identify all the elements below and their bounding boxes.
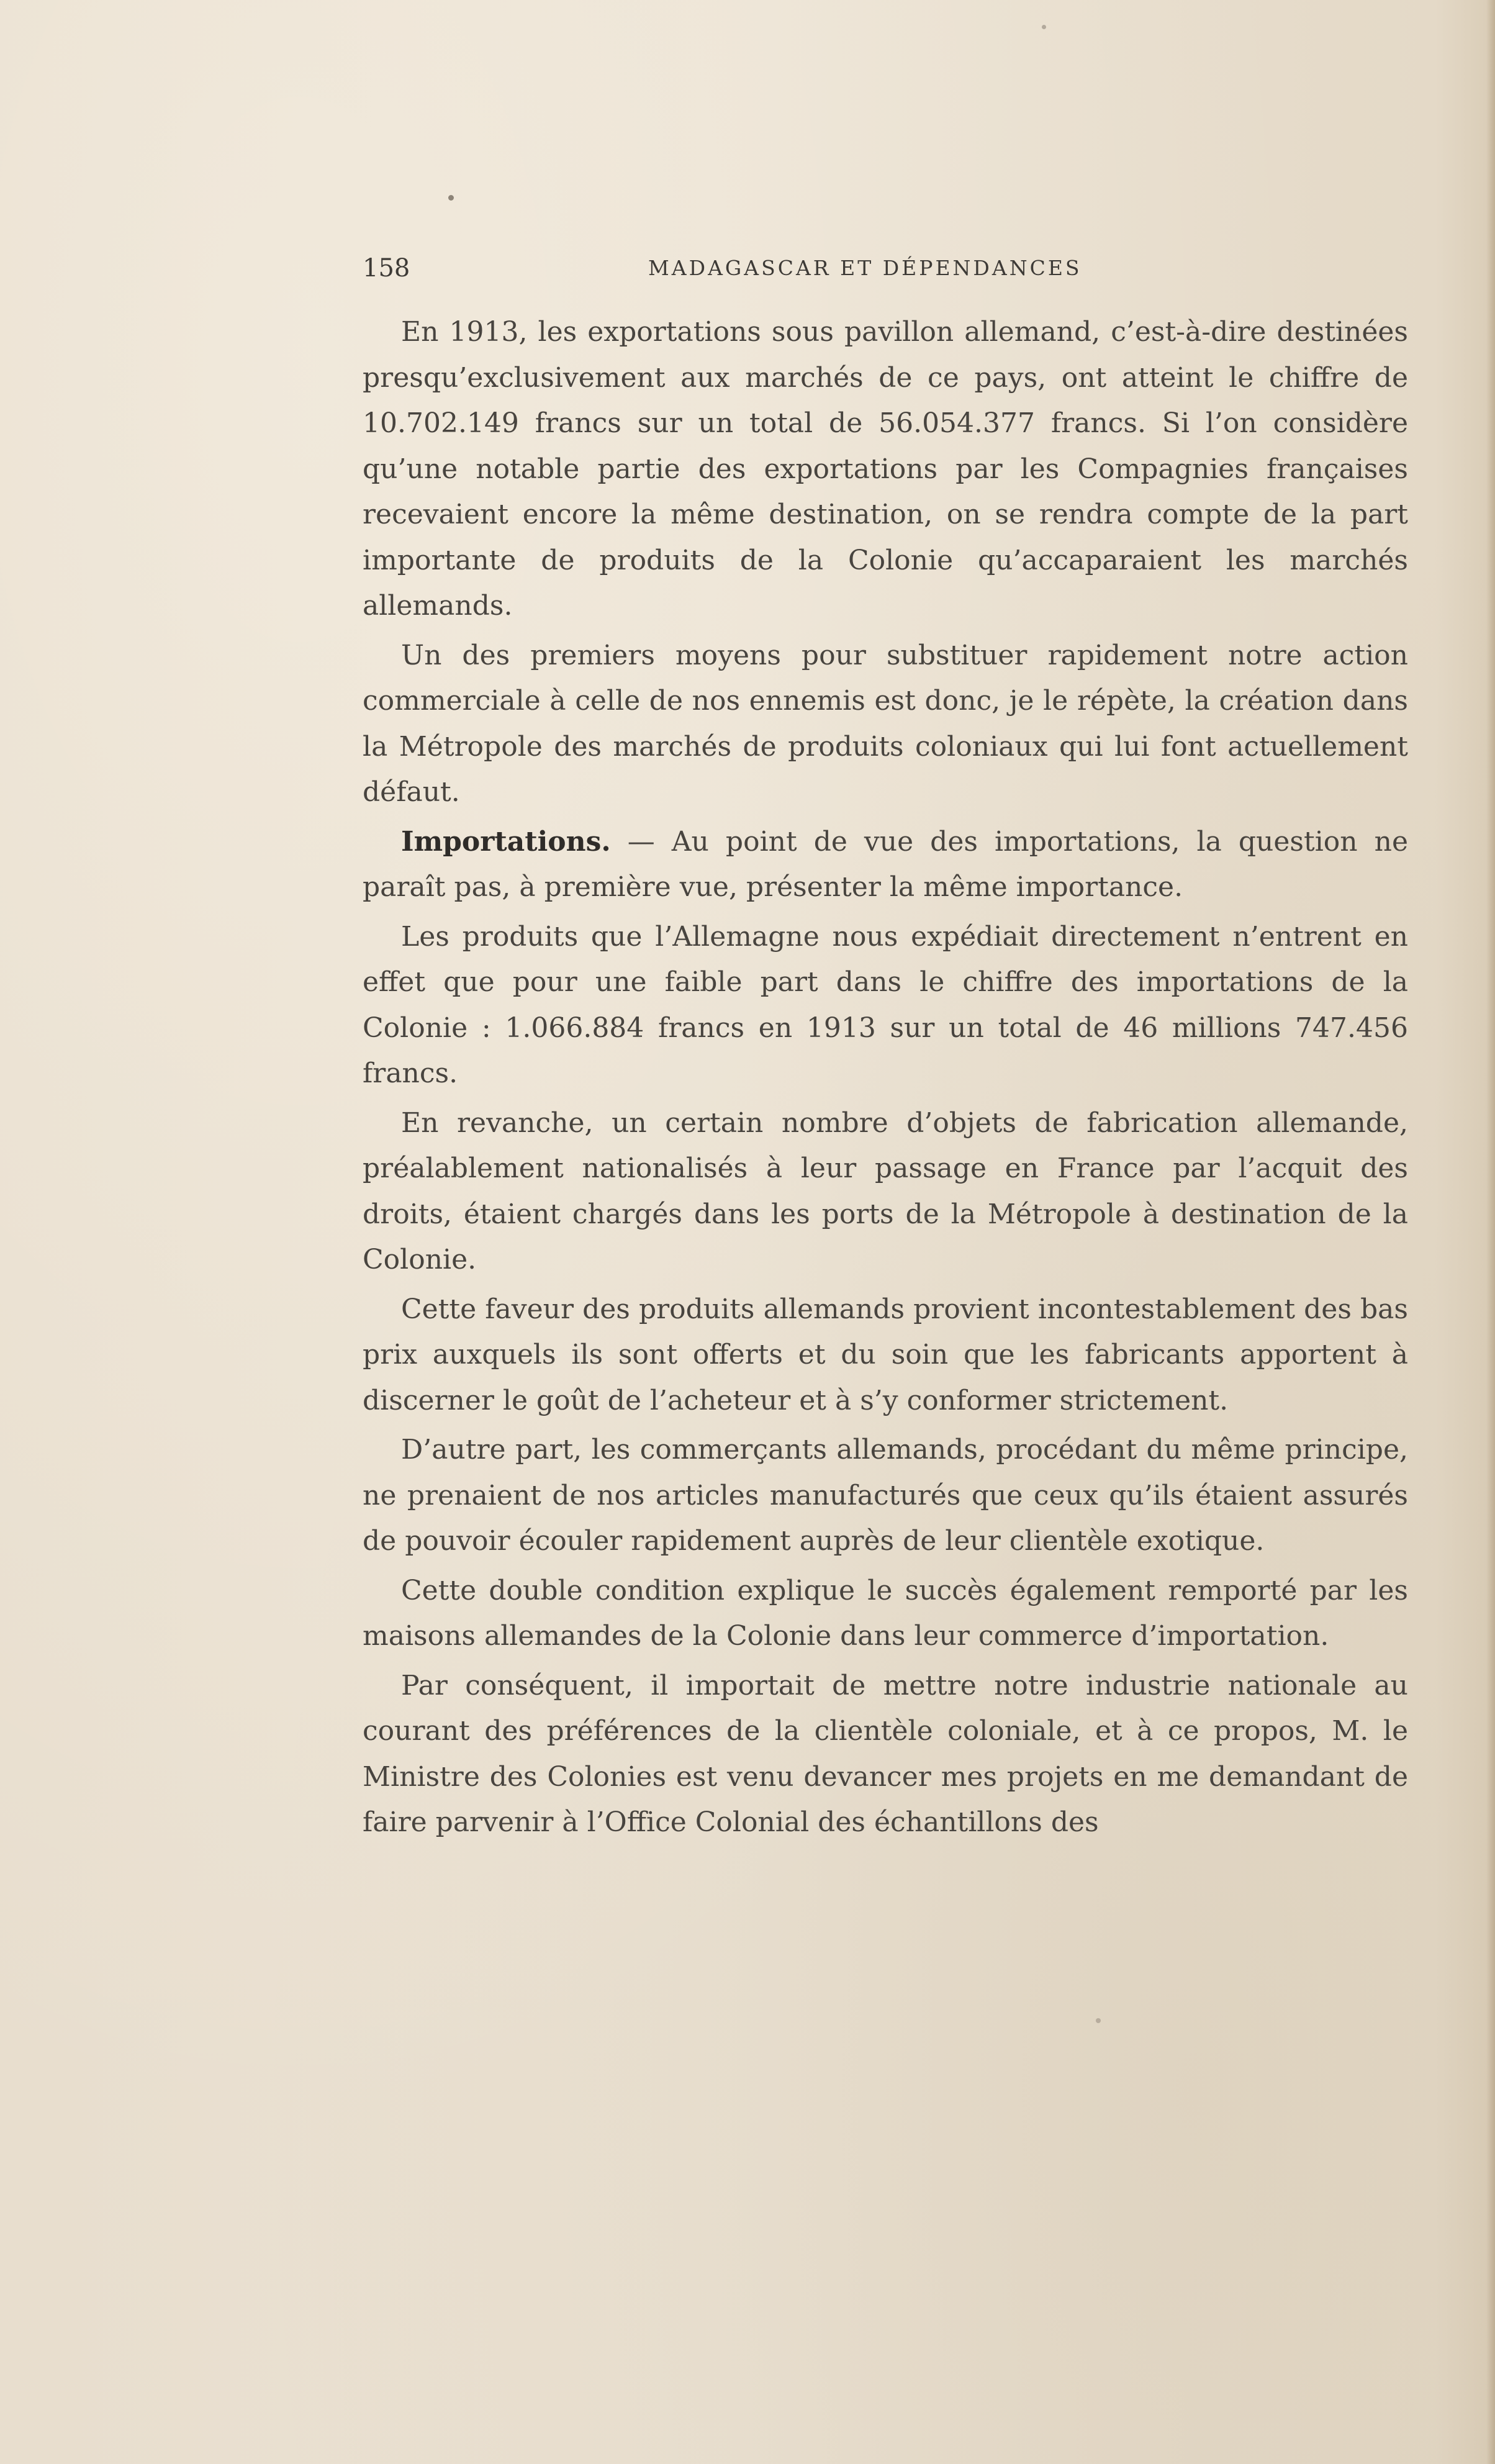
paragraph-text: En 1913, les exportations sous pavillon allemand, c’est-à-dire destinées presqu’exclusivement aux marchés de ce pays, ont atteint le chiffre de 10.702.149 francs sur un total de 56.054.377 francs. Si l’on considère qu’une notable partie des exportations par les Compagnies françaises recevaient encore la même destination, on se rendra compte de la part importante de produits de la Colonie qu’accaparaient les marchés allemands. (363, 316, 1408, 622)
running-title: MADAGASCAR ET DÉPENDANCES (648, 256, 1082, 280)
paragraph-german-products (363, 914, 1408, 1097)
paragraph-double-condition (363, 1568, 1408, 1659)
paper-speck (1096, 2018, 1101, 2023)
body-text (363, 309, 1408, 1849)
paragraph-text: Cette double condition explique le succès également remporté par les maisons allemandes de la Colonie dans leur commerce d’importation. (363, 1574, 1408, 1652)
paragraph-importations (363, 819, 1408, 910)
paragraph-text: Un des premiers moyens pour substituer rapidement notre action commerciale à celle de nos ennemis est donc, je le répète, la création dans la Métropole des marchés de produits coloniaux qui lui font actuellement défaut. (363, 639, 1408, 808)
paragraph-commercial-action (363, 633, 1408, 815)
paragraph-text: Les produits que l’Allemagne nous expédiait directement n’entrent en effet que pour une faible part dans le chiffre des importations de la Colonie : 1.066.884 francs en 1913 sur un total de 46 millions 747.456 francs. (363, 920, 1408, 1089)
paragraph-text: Par conséquent, il importait de mettre notre industrie nationale au courant des préférences de la clientèle coloniale, et à ce propos, M. le Ministre des Colonies est venu devancer mes projets en me demandant de faire parvenir à l’Office Colonial des échantillons des (363, 1669, 1408, 1838)
paragraph-exports (363, 309, 1408, 629)
paragraph-text: Cette faveur des produits allemands provient incontestablement des bas prix auxquels ils sont offerts et du soin que les fabricants apportent à discerner le goût de l’acheteur et à s’y conformer strictement. (363, 1293, 1408, 1416)
paragraph-text: En revanche, un certain nombre d’objets de fabrication allemande, préalablement nationalisés à leur passage en France par l’acquit des droits, étaient chargés dans les ports de la Métropole à destination de la Colonie. (363, 1107, 1408, 1275)
page-number: 158 (363, 254, 410, 283)
paragraph-low-prices (363, 1287, 1408, 1424)
paragraph-nationalised-goods (363, 1100, 1408, 1283)
paper-speck (448, 195, 454, 201)
paragraph-text: — Au point de vue des importations, la question ne paraît pas, à première vue, présenter la même importance. (363, 825, 1408, 903)
section-lead-importations: Importations. (401, 825, 611, 858)
page-edge-shadow (1486, 0, 1495, 2464)
paragraph-text: D’autre part, les commerçants allemands, procédant du même principe, ne prenaient de nos articles manufacturés que ceux qu’ils étaient assurés de pouvoir écouler rapidement auprès de leur clientèle exotique. (363, 1434, 1408, 1557)
running-head (363, 251, 1122, 286)
paragraph-german-merchants (363, 1427, 1408, 1564)
paragraph-national-industry (363, 1663, 1408, 1846)
paper-speck (1042, 25, 1046, 29)
